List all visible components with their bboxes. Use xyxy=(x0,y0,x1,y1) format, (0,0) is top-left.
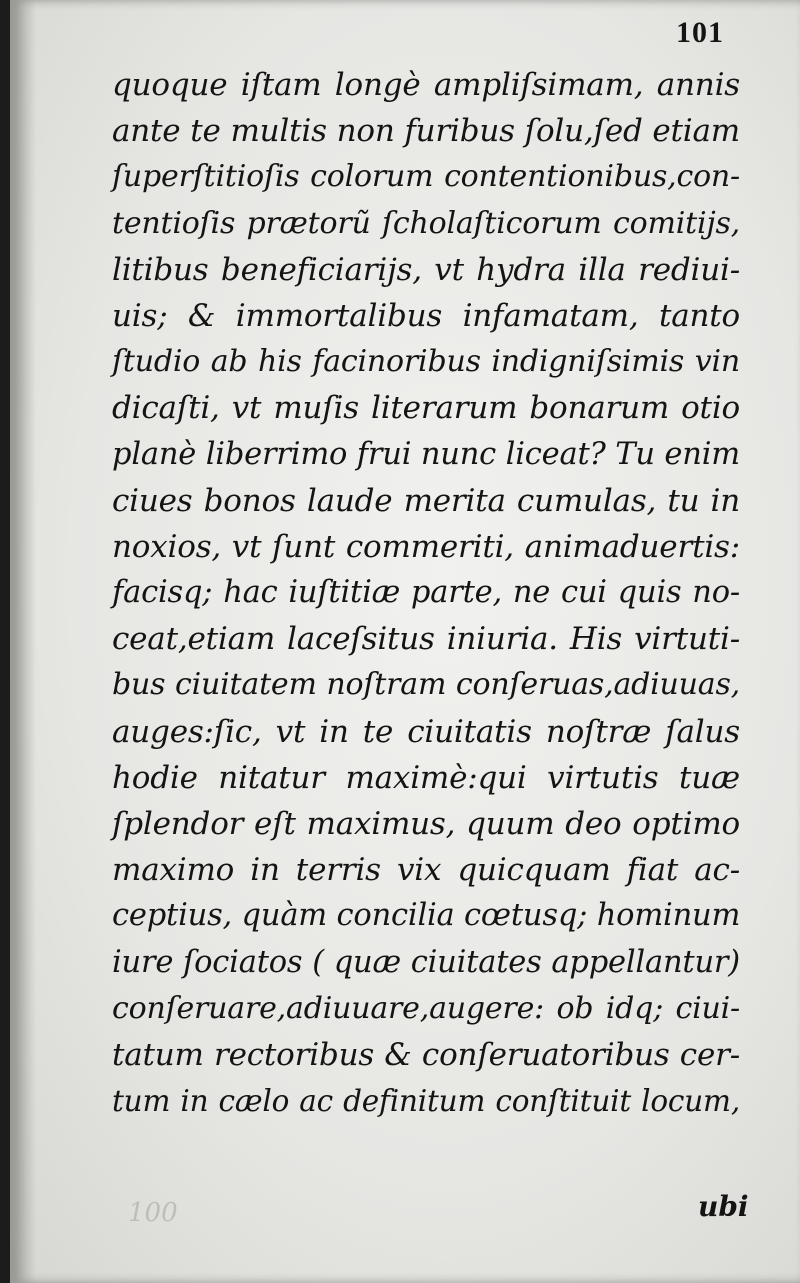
bleed-through-page-number: 100 xyxy=(128,1198,178,1228)
gutter-shadow xyxy=(10,0,36,1283)
catchword: ubi xyxy=(698,1190,749,1223)
text-line: conſeruare,adiuuare,augere: ob idq; ciui- xyxy=(112,990,740,1026)
text-line: facisq; hac iuſtitiæ parte, ne cui quis no- xyxy=(112,575,740,611)
text-line: ceptius, quàm concilia cœtusq; hominum xyxy=(112,898,741,934)
text-line: hodie nitatur maximè:qui virtutis tuæ xyxy=(112,759,740,796)
text-line: ſuperſtitioſis colorum contentionibus,con- xyxy=(112,159,740,195)
text-line: ante te multis non furibus ſolu,ſed etiam xyxy=(112,113,740,150)
text-line: ſtudio ab his facinoribus indigniſsimis vin xyxy=(112,344,740,380)
text-line: tentioſis prætorũ ſcholaſticorum comitijs, xyxy=(112,205,740,241)
body-text xyxy=(112,62,752,1124)
page-number: 101 xyxy=(676,16,724,49)
text-line: dicaſti, vt muſis literarum bonarum otio xyxy=(112,390,740,427)
text-line: quoque iſtam longè ampliſsimam, annis xyxy=(112,67,740,103)
text-line: planè liberrimo frui nunc liceat? Tu enim xyxy=(112,436,740,472)
text-line: bus ciuitatem noſtram conſeruas,adiuuas, xyxy=(112,667,740,703)
text-line: tum in cælo ac definitum conſtituit locum, xyxy=(112,1084,740,1119)
text-line: ceat,etiam laceſsitus iniuria. His virtuti- xyxy=(112,621,740,658)
text-line: iure ſociatos ( quæ ciuitates appellantur) xyxy=(112,944,740,980)
text-line: auges:ſic, vt in te ciuitatis noſtræ ſalus xyxy=(112,713,740,750)
text-line: uis; & immortalibus infamatam, tanto xyxy=(112,297,740,334)
text-line: noxios, vt ſunt commeriti, animaduertis: xyxy=(112,528,740,565)
text-line: litibus beneficiarijs, vt hydra illa rediui- xyxy=(112,251,740,288)
text-line: ſplendor eſt maximus, quum deo optimo xyxy=(112,806,740,842)
text-line: tatum rectoribus & conſeruatoribus cer- xyxy=(112,1036,740,1073)
text-line: ciues bonos laude merita cumulas, tu in xyxy=(112,482,740,519)
text-line: maximo in terris vix quicquam fiat ac- xyxy=(112,852,740,889)
